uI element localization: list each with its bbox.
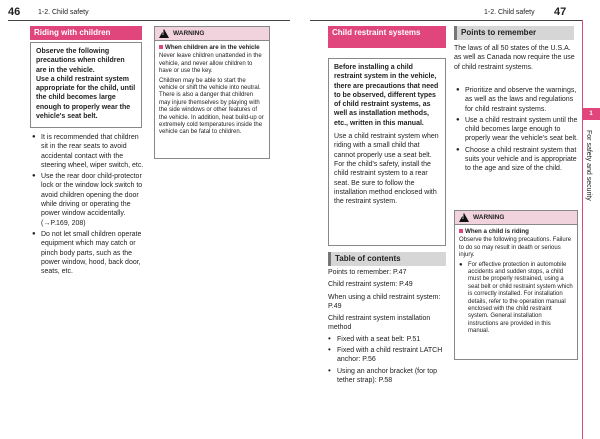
warning-text: Observe the following precautions. Failure to do so may result in death or serious injury. [459,237,572,259]
riding-precautions-box [30,42,142,128]
toc-sub-list [328,335,448,385]
warning-subtitle-text: When a child is riding [465,228,529,235]
warning-header [155,27,269,41]
restraint-intro-text: Use a child restraint system when riding with a small child that cannot properly use a seat belt. For the child's safety, install the child restraint system to a rear seat. Be sure to follow the installation method enclosed with the restraint system. [334,133,439,206]
list-item: ● Use a child restraint system until the child becomes large enough to properly wear the vehicle's seat belt. [456,116,578,144]
warning-subtitle [459,228,573,235]
list-item: ● Prioritize and observe the warnings, as well as the laws and regulations for child restraint systems. [456,86,578,114]
toc-list [328,268,448,385]
warning-subtitle-text: When children are in the vehicle [165,44,260,51]
points-intro: The laws of all 50 states of the U.S.A. as well as Canada now require the use of child restraint systems. [454,45,575,71]
toc-item-points[interactable]: Points to remember: P.47 [328,269,407,276]
toc-subitem-latch[interactable]: • Fixed with a child restraint LATCH anchor: P.56 [328,346,448,365]
points-to-remember-heading: Points to remember [454,26,574,40]
warning-triangle-icon: ! [159,29,169,38]
warning-text-2: Children may be able to start the vehicle or shift the vehicle into neutral. There is also a danger that children may injure themselves by playing with the side windows or other features of the vehicle. In addition, heat build-up or extremely cold temperatures inside the vehicle can be fatal to children. [159,77,264,136]
warning-header [455,211,577,225]
warning-title: WARNING [173,30,205,37]
left-section-title: 1-2. Child safety [38,9,89,16]
child-restraint-heading: Child restraint systems [328,26,446,48]
list-item [32,172,144,228]
warning-triangle-icon: ! [459,213,469,222]
page-reference: (→P.169, 208) [41,219,86,227]
list-item: ● Choose a child restraint system that suits your vehicle and is appropriate to the age and size of the child. [456,146,578,174]
list-item: ● It is recommended that children sit in the rear seats to avoid accidental contact with the steering wheel, wiper switch, etc. [32,133,144,170]
right-page-number: 47 [554,6,567,18]
intro-precautions: Observe the following precautions when children are in the vehicle. [36,48,125,74]
warning-text-1: Never leave children unattended in the vehicle, and never allow children to have or use the key. [159,53,262,75]
side-thumb-bar [582,20,600,439]
warning-box-child-riding [454,210,578,360]
chapter-label: For safety and security [585,130,592,201]
left-page-number: 46 [8,6,21,18]
warning-subtitle [159,44,265,51]
toc-subitem-anchor[interactable]: • Using an anchor bracket (for top tether strap): P.58 [328,367,448,386]
child-restraint-box [328,58,446,246]
list-item: ● Do not let small children operate equipment which may catch or pinch body parts, such as the power window, hood, back door, seats, etc. [32,230,144,276]
points-bullet-list [456,84,578,174]
left-header-rule [8,20,290,21]
toc-item-system[interactable]: Child restraint system: P.49 [328,281,413,289]
list-item: ● For effective protection in automobile accidents and sudden stops, a child must be properly restrained, using a seat belt or child restraint system which is correctly installed. For installation details, refer to the operation manual enclosed with the child restraint system. General installation instructions are provided in this manual. [459,262,573,336]
toc-item-method: Child restraint system installation method [328,315,431,332]
warning-box-children [154,26,270,159]
right-section-title: 1-2. Child safety [484,9,535,16]
warning-title: WARNING [473,214,505,221]
riding-with-children-heading: Riding with children [30,26,142,40]
right-header-rule [310,20,582,21]
restraint-intro-bold: Before installing a child restraint system in the vehicle, there are precautions that need to be observed, different types of child restraint systems, as well as installation methods, etc., written in this manual. [334,64,439,127]
intro-restraint: Use a child restraint system appropriate for the child, until the child becomes large enough to properly wear the vehicle's seat belt. [36,75,136,121]
bullet-text: Use the rear door child-protector lock or the window lock switch to avoid children opening the door while driving or operating the power window accidentally. [41,173,143,218]
warning-bullet-list [459,262,573,336]
toc-item-using[interactable]: When using a child restraint system: P.49 [328,293,441,310]
chapter-tab[interactable]: 1 [582,108,600,120]
riding-bullet-list [32,131,144,276]
toc-heading: Table of contents [328,252,446,266]
toc-subitem-seat-belt[interactable]: • Fixed with a seat belt: P.51 [328,335,448,344]
